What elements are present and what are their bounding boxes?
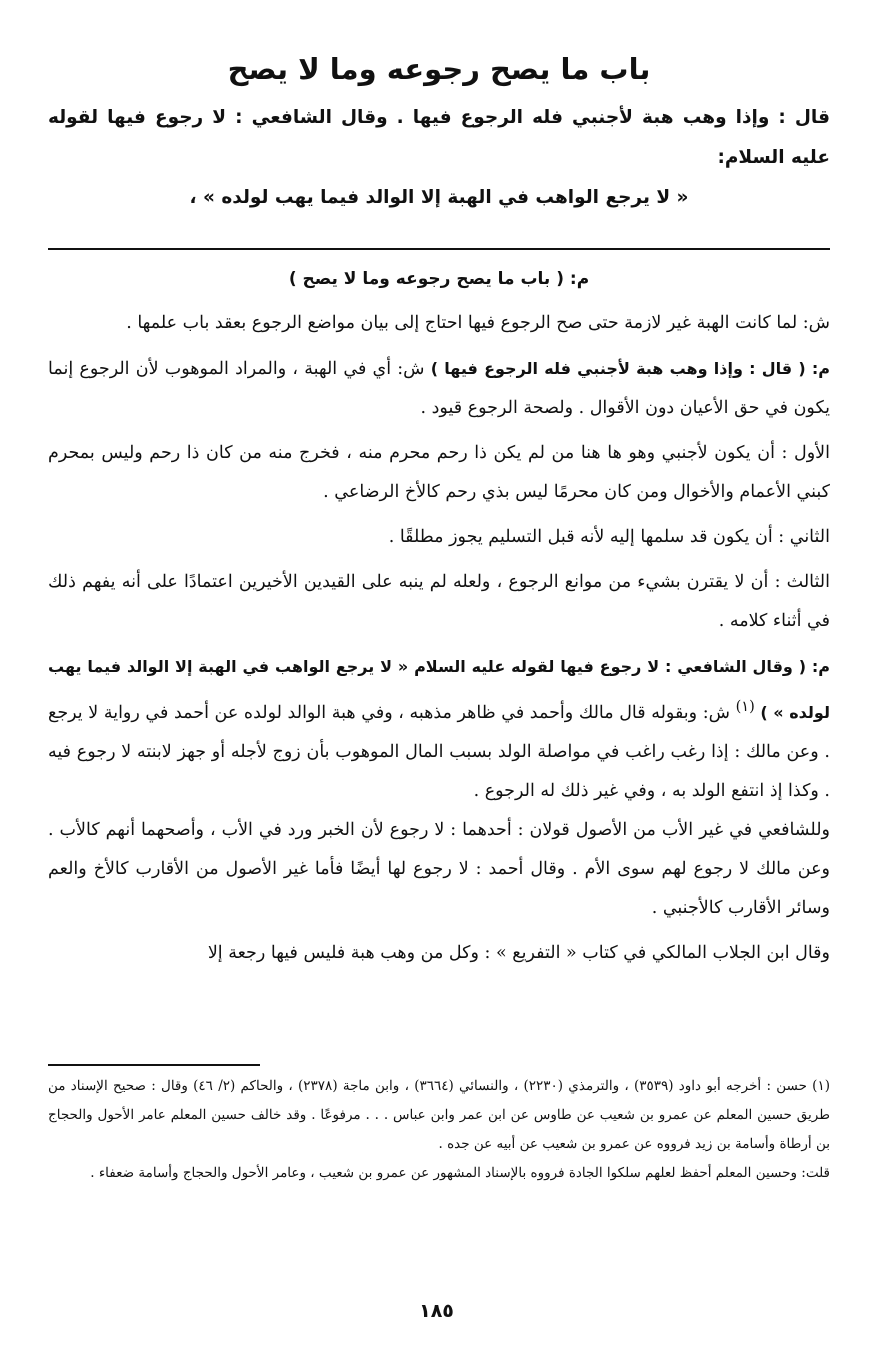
commentary-paragraph-2 xyxy=(48,349,830,428)
matn-quote: م: ( وقال الشافعي : لا رجوع فيها لقوله عليه السلام « لا يرجع الواهب في الهبة إلا الوالد فيما يهب لولده » ) xyxy=(48,657,830,722)
commentary-paragraph-7: وقال ابن الجلاب المالكي في كتاب « التفريع » : وكل من وهب هبة فليس فيها رجعة إلا xyxy=(207,942,830,963)
matn-text xyxy=(48,98,830,218)
commentary-paragraph-5: الثالث : أن لا يقترن بشيء من موانع الرجوع ، ولعله لم ينبه على القيدين الأخيرين اعتمادًا على أنه يفهم ذلك في أثناء كلامه . xyxy=(48,572,830,631)
commentary-paragraph-6 xyxy=(48,647,830,928)
footnotes xyxy=(48,1072,830,1188)
commentary-text: ش: أي في الهبة ، والمراد الموهوب لأن الرجوع إنما يكون في حق الأعيان دون الأقوال . ولصحة الرجوع قيود . xyxy=(48,359,830,418)
footnote-divider xyxy=(48,1064,260,1066)
section-divider xyxy=(48,248,830,250)
footnote-1: (١) حسن : أخرجه أبو داود (٣٥٣٩) ، والترمذي (٢٢٣٠) ، والنسائي (٣٦٦٤) ، وابن ماجة (٢٣٧٨) ، والحاكم (٢/ ٤٦) وقال : صحيح الإسناد من طريق حسين المعلم عن عمرو بن شعيب عن طاوس عن ابن عمر وابن عباس . . . مرفوعًا . وقد خالف حسين المعلم عامر الأحول والحجاج بن أرطاة وأسامة بن زيد فرووه عن عمرو بن شعيب عن أبيه عن جده . xyxy=(48,1078,830,1152)
commentary-text-continued: وللشافعي في غير الأب من الأصول قولان : أحدهما : لا رجوع لأن الخبر ورد في الأب ، وأصحهما أنهم كالأب . وعن مالك لا رجوع لهم سوى الأم . وقال أحمد : لا رجوع لها أيضًا فأما غير الأصول من الأقارب كالأخ والعم وسائر الأقارب كالأجنبي . xyxy=(48,819,830,918)
commentary-paragraph-3: الأول : أن يكون لأجنبي وهو ها هنا من لم يكن ذا رحم محرم منه ، فخرج منه من كان ذا رحم وليس بمحرم كبني الأعمام والأخوال ومن كان محرمًا ليس بذي رحم كالأخ الرضاعي . xyxy=(48,443,830,502)
matn-line-1: قال : وإذا وهب هبة لأجنبي فله الرجوع فيها . وقال الشافعي : لا رجوع فيها لقوله عليه السلام: xyxy=(48,107,830,168)
chapter-title: باب ما يصح رجوعه وما لا يصح xyxy=(227,52,651,86)
footnote-reference: (١) xyxy=(735,698,755,715)
footnote-note: قلت: وحسين المعلم أحفظ لعلهم سلكوا الجادة فرووه بالإسناد المشهور عن عمرو بن شعيب ، وعامر الأحول والحجاج وأسامة ضعفاء . xyxy=(90,1165,830,1181)
page-body xyxy=(48,42,830,973)
page-number: ١٨٥ xyxy=(419,1300,454,1322)
matn-quote: م: ( قال : وإذا وهب هبة لأجنبي فله الرجوع فيها ) xyxy=(430,359,830,378)
matn-line-2: « لا يرجع الواهب في الهبة إلا الوالد فيما يهب لولده » ، xyxy=(189,187,689,208)
commentary-heading: م: ( باب ما يصح رجوعه وما لا يصح ) xyxy=(288,269,590,289)
commentary-paragraph-4: الثاني : أن يكون قد سلمها إليه لأنه قبل التسليم يجوز مطلقًا . xyxy=(388,527,830,547)
commentary-text: ش: وبقوله قال مالك وأحمد في ظاهر مذهبه ، وفي هبة الوالد لولده عن أحمد في رواية لا يرجع . وعن مالك : إذا رغب راغب في مواصلة الولد بسبب المال الموهوب بأن زوج لأجله أو جهز لابنته لا رجوع فيه . وكذا إذ انتفع الولد به ، وفي غير ذلك له الرجوع . xyxy=(48,702,830,801)
commentary-paragraph-1: ش: لما كانت الهبة غير لازمة حتى صح الرجوع فيها احتاج إلى بيان مواضع الرجوع بعقد باب علمها . xyxy=(126,313,830,333)
